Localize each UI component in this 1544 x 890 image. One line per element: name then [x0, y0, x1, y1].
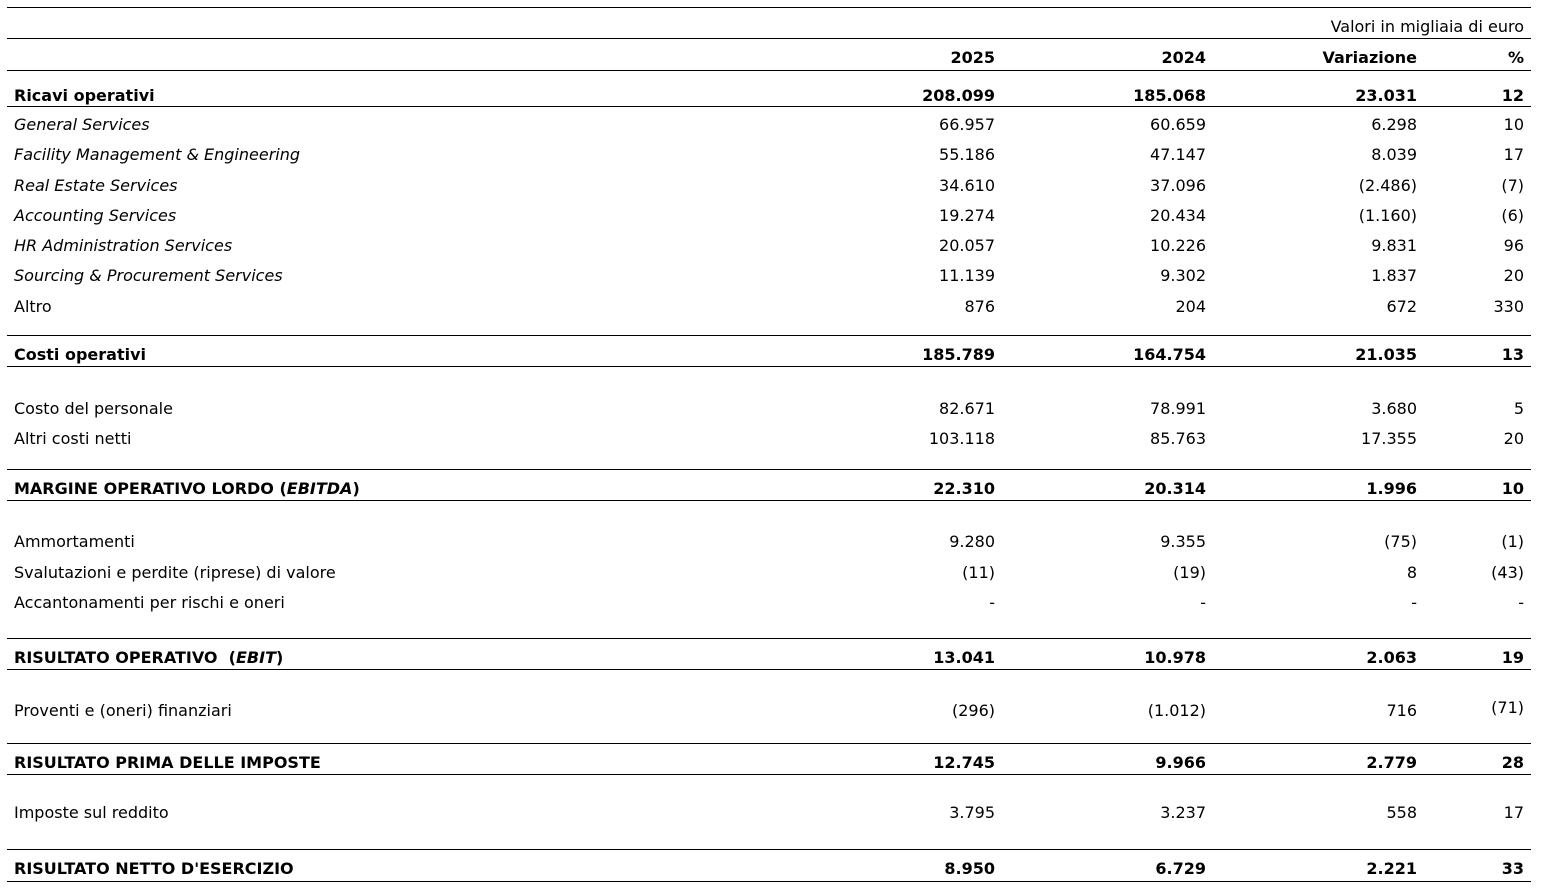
table-row-costi-operativi — [0, 343, 1544, 367]
value-2024: 3.237 — [1160, 803, 1206, 822]
row-label — [14, 646, 283, 670]
value-2025: 9.280 — [949, 532, 995, 551]
value-2024: 78.991 — [1150, 399, 1206, 418]
row-label: Costi operativi — [14, 345, 146, 364]
value-2024: (19) — [1173, 563, 1206, 582]
value-2024: 20.314 — [1144, 479, 1206, 498]
value-2025: 876 — [964, 297, 995, 316]
row-label-suffix: ) — [275, 648, 284, 667]
value-variazione: 672 — [1386, 297, 1417, 316]
table-row-risultato-netto — [0, 857, 1544, 881]
value-percent: 10 — [1501, 479, 1524, 498]
value-variazione: (1.160) — [1358, 206, 1417, 225]
value-variazione: 2.063 — [1366, 648, 1417, 667]
value-percent: 12 — [1501, 86, 1524, 105]
value-variazione: 17.355 — [1361, 429, 1417, 448]
value-2025: - — [989, 593, 995, 612]
value-variazione: 9.831 — [1371, 236, 1417, 255]
value-2025: 19.274 — [939, 206, 995, 225]
row-label-prefix: RISULTATO OPERATIVO ( — [14, 648, 236, 667]
row-label-prefix: MARGINE OPERATIVO LORDO ( — [14, 479, 287, 498]
value-percent: 20 — [1503, 429, 1524, 448]
value-percent: (71) — [1491, 698, 1524, 717]
unit-note: Valori in migliaia di euro — [1330, 17, 1524, 36]
value-2025: 34.610 — [939, 176, 995, 195]
table-row-accantonamenti — [0, 591, 1544, 615]
value-variazione: 2.779 — [1366, 753, 1417, 772]
row-label: Ammortamenti — [14, 532, 135, 551]
value-2025: 22.310 — [933, 479, 995, 498]
table-row-svalutazioni — [0, 561, 1544, 585]
table-row-risultato-ante-imposte — [0, 751, 1544, 775]
value-2025: 55.186 — [939, 145, 995, 164]
value-2024: 10.978 — [1144, 648, 1206, 667]
table-row-costo-personale — [0, 397, 1544, 421]
value-2025: 20.057 — [939, 236, 995, 255]
row-label-suffix: ) — [352, 479, 360, 498]
value-percent: 33 — [1501, 859, 1524, 878]
ebitda-top-rule — [7, 469, 1531, 470]
table-row-ebit — [0, 646, 1544, 670]
value-2025: 185.789 — [922, 345, 995, 364]
top-rule — [7, 7, 1531, 8]
value-percent: (43) — [1491, 563, 1524, 582]
value-2024: 9.355 — [1160, 532, 1206, 551]
row-label: Ricavi operativi — [14, 86, 155, 105]
value-variazione: (75) — [1384, 532, 1417, 551]
value-percent: 17 — [1503, 803, 1524, 822]
netto-bottom-rule — [7, 881, 1531, 882]
table-row-proventi-finanziari — [0, 699, 1544, 723]
row-label: Sourcing & Procurement Services — [14, 266, 283, 285]
value-2025: 12.745 — [933, 753, 995, 772]
value-2024: - — [1200, 593, 1206, 612]
value-percent: 10 — [1503, 115, 1524, 134]
value-percent: - — [1518, 593, 1524, 612]
ante-imposte-top-rule — [7, 743, 1531, 744]
row-label: Proventi e (oneri) finanziari — [14, 701, 232, 720]
value-2024: 6.729 — [1155, 859, 1206, 878]
value-variazione: 558 — [1386, 803, 1417, 822]
table-row-altri-costi — [0, 427, 1544, 451]
header-percent: % — [1507, 48, 1524, 67]
header-2025: 2025 — [950, 48, 995, 67]
table-row-facility-management — [0, 143, 1544, 167]
table-row-ammortamenti — [0, 530, 1544, 554]
value-2024: (1.012) — [1147, 701, 1206, 720]
value-variazione: 2.221 — [1366, 859, 1417, 878]
value-2025: 13.041 — [933, 648, 995, 667]
header-bottom-rule — [7, 70, 1531, 71]
value-2025: (11) — [962, 563, 995, 582]
value-2024: 60.659 — [1150, 115, 1206, 134]
value-percent: 96 — [1503, 236, 1524, 255]
row-label: Facility Management & Engineering — [14, 145, 301, 164]
ebit-top-rule — [7, 638, 1531, 639]
table-row-real-estate-services — [0, 174, 1544, 198]
row-label: General Services — [14, 115, 150, 134]
row-label: Imposte sul reddito — [14, 803, 169, 822]
value-variazione: 23.031 — [1355, 86, 1417, 105]
value-2025: 208.099 — [922, 86, 995, 105]
row-label: Costo del personale — [14, 399, 173, 418]
value-2024: 20.434 — [1150, 206, 1206, 225]
value-percent: (1) — [1501, 532, 1524, 551]
table-row-ebitda — [0, 477, 1544, 501]
value-2024: 164.754 — [1133, 345, 1206, 364]
row-label: Accounting Services — [14, 206, 177, 225]
value-2025: 66.957 — [939, 115, 995, 134]
value-2025: (296) — [951, 701, 995, 720]
header-2024: 2024 — [1161, 48, 1206, 67]
value-2025: 103.118 — [928, 429, 995, 448]
table-row-accounting-services — [0, 204, 1544, 228]
value-2024: 10.226 — [1150, 236, 1206, 255]
value-percent: 28 — [1501, 753, 1524, 772]
value-percent: 330 — [1493, 297, 1524, 316]
table-row-imposte — [0, 801, 1544, 825]
value-percent: (6) — [1501, 206, 1524, 225]
value-variazione: (2.486) — [1358, 176, 1417, 195]
value-2025: 8.950 — [944, 859, 995, 878]
netto-top-rule — [7, 849, 1531, 850]
value-2024: 37.096 — [1150, 176, 1206, 195]
value-percent: (7) — [1501, 176, 1524, 195]
value-variazione: 21.035 — [1355, 345, 1417, 364]
row-label: Altri costi netti — [14, 429, 132, 448]
table-row-altro — [0, 295, 1544, 319]
table-row-ricavi-operativi — [0, 84, 1544, 108]
value-percent: 19 — [1501, 648, 1524, 667]
value-variazione: 3.680 — [1371, 399, 1417, 418]
table-row-general-services — [0, 113, 1544, 137]
header-top-rule — [7, 38, 1531, 39]
value-percent: 17 — [1503, 145, 1524, 164]
row-label-emphasis: EBITDA — [286, 479, 353, 498]
value-2025: 3.795 — [949, 803, 995, 822]
row-label: RISULTATO PRIMA DELLE IMPOSTE — [14, 753, 321, 772]
value-2025: 82.671 — [939, 399, 995, 418]
row-label: Real Estate Services — [14, 176, 178, 195]
value-percent: 5 — [1513, 399, 1524, 418]
value-2024: 204 — [1175, 297, 1206, 316]
row-label: RISULTATO NETTO D'ESERCIZIO — [14, 859, 294, 878]
table-row-sourcing-procurement — [0, 264, 1544, 288]
value-2024: 85.763 — [1150, 429, 1206, 448]
value-2024: 9.302 — [1160, 266, 1206, 285]
row-label: Altro — [14, 297, 52, 316]
value-2024: 185.068 — [1133, 86, 1206, 105]
column-header-row — [0, 46, 1544, 70]
row-label: Accantonamenti per rischi e oneri — [14, 593, 285, 612]
value-variazione: 8 — [1406, 563, 1417, 582]
costi-top-rule — [7, 335, 1531, 336]
table-row-hr-administration — [0, 234, 1544, 258]
value-variazione: 716 — [1386, 701, 1417, 720]
value-2024: 9.966 — [1155, 753, 1206, 772]
row-label: Svalutazioni e perdite (riprese) di valore — [14, 563, 336, 582]
value-2025: 11.139 — [939, 266, 995, 285]
value-percent: 13 — [1501, 345, 1524, 364]
value-percent: 20 — [1503, 266, 1524, 285]
row-label — [14, 477, 360, 501]
value-variazione: - — [1411, 593, 1417, 612]
value-variazione: 1.837 — [1371, 266, 1417, 285]
row-label-emphasis: EBIT — [235, 648, 276, 667]
row-label: HR Administration Services — [14, 236, 233, 255]
value-variazione: 8.039 — [1371, 145, 1417, 164]
header-variazione: Variazione — [1322, 48, 1417, 67]
value-variazione: 6.298 — [1371, 115, 1417, 134]
value-2024: 47.147 — [1150, 145, 1206, 164]
value-variazione: 1.996 — [1366, 479, 1417, 498]
